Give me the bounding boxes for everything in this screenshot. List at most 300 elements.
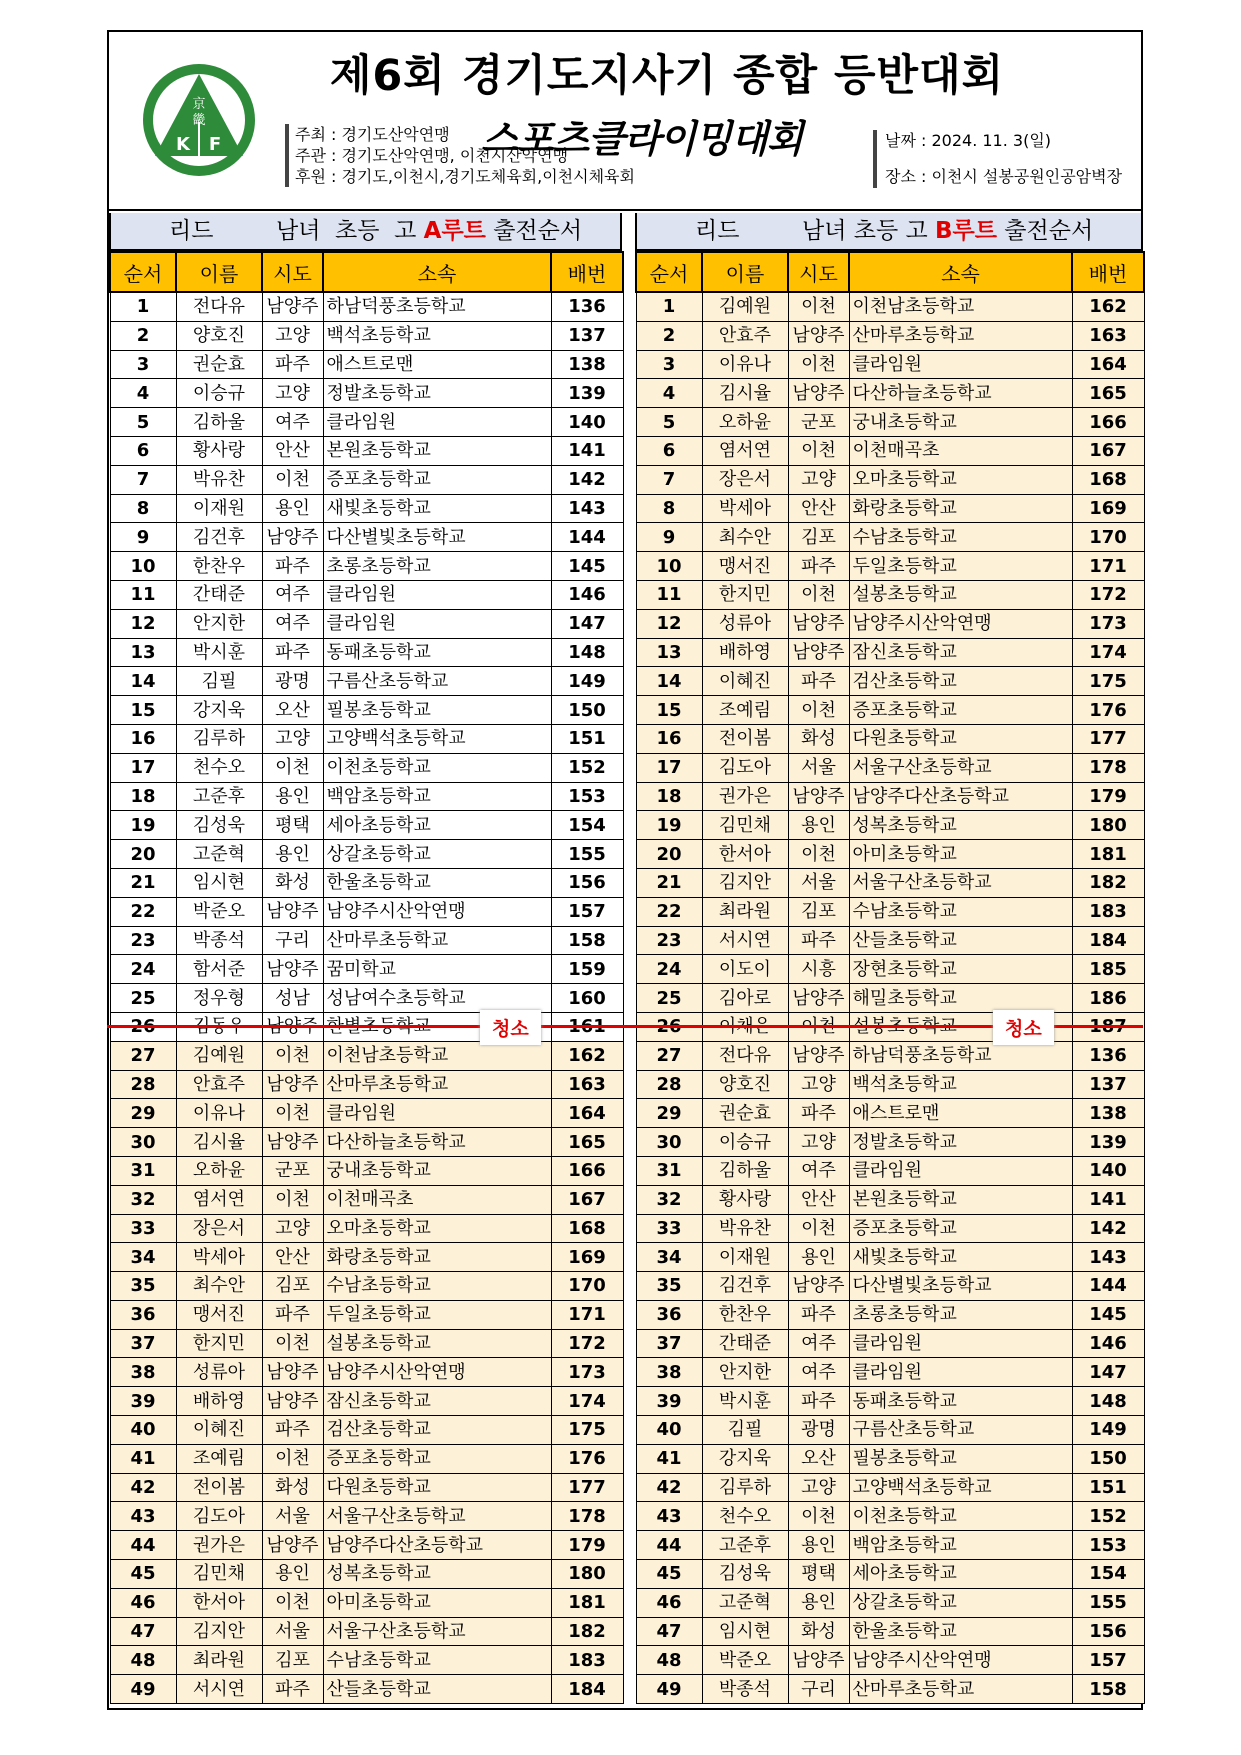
- organizer-line: 주관 : 경기도산악연맹, 이천시산악연맹: [295, 146, 569, 165]
- region-cell: 구리: [262, 926, 323, 955]
- table-row: [110, 1214, 623, 1243]
- bib-cell: 136: [551, 292, 623, 321]
- seq-cell: 43: [110, 1502, 176, 1531]
- bib-cell: 177: [1072, 724, 1144, 753]
- region-cell: 서울: [262, 1502, 323, 1531]
- bib-cell: 174: [551, 1387, 623, 1416]
- table-row: [110, 292, 623, 321]
- seq-cell: 32: [110, 1185, 176, 1214]
- bib-cell: 143: [1072, 1243, 1144, 1272]
- table-row: [110, 552, 623, 581]
- region-cell: 고양: [262, 1214, 323, 1243]
- table-row: [636, 465, 1144, 494]
- bib-cell: 146: [1072, 1329, 1144, 1358]
- logo-letter-k: K: [176, 134, 190, 155]
- bib-cell: 136: [1072, 1041, 1144, 1070]
- affiliation-cell: 구름산초등학교: [849, 1416, 1072, 1445]
- affiliation-cell: 잠신초등학교: [849, 638, 1072, 667]
- affiliation-cell: 새빛초등학교: [849, 1243, 1072, 1272]
- bib-cell: 163: [551, 1070, 623, 1099]
- region-cell: 남양주: [788, 1272, 849, 1301]
- name-cell: 정우형: [176, 984, 262, 1013]
- table-row: [110, 1185, 623, 1214]
- col-name: 이름: [702, 252, 788, 292]
- seq-cell: 47: [636, 1617, 702, 1646]
- region-cell: 이천: [262, 1329, 323, 1358]
- seq-cell: 35: [636, 1272, 702, 1301]
- name-cell: 안효주: [702, 321, 788, 350]
- name-cell: 고준후: [176, 782, 262, 811]
- table-row: [636, 1588, 1144, 1617]
- table-row: [110, 1416, 623, 1445]
- bib-cell: 137: [551, 321, 623, 350]
- affiliation-cell: 상갈초등학교: [323, 840, 551, 869]
- bib-cell: 180: [551, 1560, 623, 1589]
- affiliation-cell: 본원초등학교: [849, 1185, 1072, 1214]
- route-a-desc-pre: 남녀 초등 고: [276, 218, 424, 244]
- name-cell: 전이봄: [702, 724, 788, 753]
- table-row: [636, 523, 1144, 552]
- affiliation-cell: 화랑초등학교: [323, 1243, 551, 1272]
- seq-cell: 17: [110, 753, 176, 782]
- affiliation-cell: 이천남초등학교: [849, 292, 1072, 321]
- affiliation-cell: 클라임원: [849, 1156, 1072, 1185]
- table-row: [110, 408, 623, 437]
- bib-cell: 166: [551, 1156, 623, 1185]
- affiliation-cell: 성남여수초등학교: [323, 984, 551, 1013]
- bib-cell: 180: [1072, 811, 1144, 840]
- route-b-event: 리드: [695, 218, 740, 244]
- affiliation-cell: 이천초등학교: [323, 753, 551, 782]
- table-row: [636, 1156, 1144, 1185]
- table-row: [636, 1473, 1144, 1502]
- affiliation-cell: 남양주시산악연맹: [849, 609, 1072, 638]
- bib-cell: 167: [551, 1185, 623, 1214]
- region-cell: 고양: [262, 321, 323, 350]
- seq-cell: 13: [636, 638, 702, 667]
- table-row: [636, 1128, 1144, 1157]
- route-b-table: [635, 251, 1145, 1704]
- seq-cell: 44: [636, 1531, 702, 1560]
- seq-cell: 12: [636, 609, 702, 638]
- name-cell: 박종석: [176, 926, 262, 955]
- affiliation-cell: 남양주시산악연맹: [323, 1358, 551, 1387]
- name-cell: 간태준: [176, 580, 262, 609]
- bib-cell: 151: [1072, 1473, 1144, 1502]
- seq-cell: 33: [110, 1214, 176, 1243]
- bib-cell: 168: [1072, 465, 1144, 494]
- table-row: [110, 696, 623, 725]
- bib-cell: 163: [1072, 321, 1144, 350]
- seq-cell: 2: [110, 321, 176, 350]
- region-cell: 남양주: [788, 379, 849, 408]
- name-cell: 김민채: [702, 811, 788, 840]
- affiliation-cell: 이천남초등학교: [323, 1041, 551, 1070]
- name-cell: 전다유: [176, 292, 262, 321]
- region-cell: 이천: [262, 465, 323, 494]
- name-cell: 성류아: [702, 609, 788, 638]
- affiliation-cell: 클라임원: [849, 350, 1072, 379]
- name-cell: 박준오: [176, 897, 262, 926]
- name-cell: 박준오: [702, 1646, 788, 1675]
- seq-cell: 28: [636, 1070, 702, 1099]
- seq-cell: 21: [110, 868, 176, 897]
- name-cell: 김건후: [176, 523, 262, 552]
- table-row: [110, 1041, 623, 1070]
- affiliation-cell: 성복초등학교: [849, 811, 1072, 840]
- region-cell: 화성: [788, 724, 849, 753]
- table-row: [110, 926, 623, 955]
- affiliation-cell: 동패초등학교: [849, 1387, 1072, 1416]
- bib-cell: 144: [1072, 1272, 1144, 1301]
- region-cell: 용인: [262, 494, 323, 523]
- table-row: [636, 1214, 1144, 1243]
- affiliation-cell: 클라임원: [323, 408, 551, 437]
- region-cell: 파주: [262, 1416, 323, 1445]
- bib-cell: 139: [1072, 1128, 1144, 1157]
- seq-cell: 10: [636, 552, 702, 581]
- seq-cell: 16: [636, 724, 702, 753]
- name-cell: 전이봄: [176, 1473, 262, 1502]
- name-cell: 이승규: [702, 1128, 788, 1157]
- name-cell: 배하영: [702, 638, 788, 667]
- affiliation-cell: 궁내초등학교: [323, 1156, 551, 1185]
- seq-cell: 19: [636, 811, 702, 840]
- affiliation-cell: 고양백석초등학교: [323, 724, 551, 753]
- route-b-panel: [635, 213, 1143, 1704]
- affiliation-cell: 클라임원: [849, 1358, 1072, 1387]
- seq-cell: 49: [636, 1675, 702, 1704]
- name-cell: 맹서진: [702, 552, 788, 581]
- name-cell: 이승규: [176, 379, 262, 408]
- host-line: 주최 : 경기도산악연맹: [295, 125, 450, 144]
- table-row: [110, 955, 623, 984]
- seq-cell: 16: [110, 724, 176, 753]
- seq-cell: 15: [110, 696, 176, 725]
- affiliation-cell: 산마루초등학교: [849, 321, 1072, 350]
- cleaning-divider-line: [107, 1025, 1143, 1028]
- affiliation-cell: 수남초등학교: [849, 897, 1072, 926]
- seq-cell: 9: [636, 523, 702, 552]
- region-cell: 평택: [262, 811, 323, 840]
- name-cell: 김지안: [702, 868, 788, 897]
- affiliation-cell: 증포초등학교: [849, 696, 1072, 725]
- seq-cell: 44: [110, 1531, 176, 1560]
- affiliation-cell: 꿈미학교: [323, 955, 551, 984]
- bib-cell: 139: [551, 379, 623, 408]
- name-cell: 김성욱: [176, 811, 262, 840]
- name-cell: 황사랑: [702, 1185, 788, 1214]
- bib-cell: 154: [551, 811, 623, 840]
- bib-cell: 154: [1072, 1560, 1144, 1589]
- region-cell: 남양주: [262, 1531, 323, 1560]
- table-row: [110, 436, 623, 465]
- region-cell: 남양주: [262, 897, 323, 926]
- bib-cell: 177: [551, 1473, 623, 1502]
- affiliation-cell: 수남초등학교: [323, 1646, 551, 1675]
- region-cell: 김포: [262, 1646, 323, 1675]
- table-row: [110, 1588, 623, 1617]
- table-row: [110, 1243, 623, 1272]
- affiliation-cell: 애스트로맨: [323, 350, 551, 379]
- name-cell: 권가은: [702, 782, 788, 811]
- name-cell: 이혜진: [702, 667, 788, 696]
- name-cell: 장은서: [176, 1214, 262, 1243]
- table-row: [110, 1473, 623, 1502]
- bib-cell: 152: [1072, 1502, 1144, 1531]
- seq-cell: 15: [636, 696, 702, 725]
- region-cell: 고양: [788, 465, 849, 494]
- col-bib: 배번: [1072, 252, 1144, 292]
- table-row: [636, 1358, 1144, 1387]
- table-header-row: [636, 252, 1144, 292]
- table-row: [636, 1675, 1144, 1704]
- bib-cell: 145: [551, 552, 623, 581]
- name-cell: 김하울: [176, 408, 262, 437]
- region-cell: 이천: [262, 1444, 323, 1473]
- region-cell: 구리: [788, 1675, 849, 1704]
- name-cell: 김필: [176, 667, 262, 696]
- affiliation-cell: 화랑초등학교: [849, 494, 1072, 523]
- name-cell: 이재원: [702, 1243, 788, 1272]
- bib-cell: 173: [1072, 609, 1144, 638]
- name-cell: 오하윤: [176, 1156, 262, 1185]
- bib-cell: 176: [551, 1444, 623, 1473]
- table-row: [636, 638, 1144, 667]
- region-cell: 고양: [262, 724, 323, 753]
- affiliation-cell: 궁내초등학교: [849, 408, 1072, 437]
- name-cell: 함서준: [176, 955, 262, 984]
- name-cell: 박세아: [176, 1243, 262, 1272]
- table-row: [636, 840, 1144, 869]
- name-cell: 천수오: [702, 1502, 788, 1531]
- region-cell: 용인: [262, 782, 323, 811]
- bib-cell: 186: [1072, 984, 1144, 1013]
- event-subtitle: 스포츠클라이밍대회: [481, 117, 803, 161]
- region-cell: 여주: [262, 408, 323, 437]
- table-row: [110, 1300, 623, 1329]
- name-cell: 최라원: [176, 1646, 262, 1675]
- seq-cell: 14: [110, 667, 176, 696]
- name-cell: 맹서진: [176, 1300, 262, 1329]
- table-row: [110, 868, 623, 897]
- seq-cell: 38: [636, 1358, 702, 1387]
- bib-cell: 185: [1072, 955, 1144, 984]
- route-a-table: [109, 251, 624, 1704]
- table-row: [636, 926, 1144, 955]
- region-cell: 고양: [788, 1070, 849, 1099]
- affiliation-cell: 다원초등학교: [849, 724, 1072, 753]
- seq-cell: 20: [636, 840, 702, 869]
- affiliation-cell: 필봉초등학교: [849, 1444, 1072, 1473]
- table-row: [636, 955, 1144, 984]
- sponsor-line: 후원 : 경기도,이천시,경기도체육회,이천시체육회: [295, 167, 635, 186]
- region-cell: 이천: [788, 436, 849, 465]
- name-cell: 박시훈: [176, 638, 262, 667]
- region-cell: 남양주: [788, 984, 849, 1013]
- bib-cell: 182: [1072, 868, 1144, 897]
- seq-cell: 32: [636, 1185, 702, 1214]
- name-cell: 김하울: [702, 1156, 788, 1185]
- affiliation-cell: 다원초등학교: [323, 1473, 551, 1502]
- table-row: [636, 1041, 1144, 1070]
- affiliation-cell: 이천매곡초: [323, 1185, 551, 1214]
- seq-cell: 33: [636, 1214, 702, 1243]
- table-header-row: [110, 252, 623, 292]
- name-cell: 이유나: [702, 350, 788, 379]
- name-cell: 전다유: [702, 1041, 788, 1070]
- table-row: [636, 321, 1144, 350]
- affiliation-cell: 검산초등학교: [323, 1416, 551, 1445]
- logo-letter-f: F: [208, 134, 222, 155]
- region-cell: 화성: [262, 868, 323, 897]
- route-a-event: 리드: [169, 218, 214, 244]
- name-cell: 간태준: [702, 1329, 788, 1358]
- affiliation-cell: 상갈초등학교: [849, 1588, 1072, 1617]
- name-cell: 양호진: [176, 321, 262, 350]
- bib-cell: 171: [551, 1300, 623, 1329]
- seq-cell: 12: [110, 609, 176, 638]
- name-cell: 고준후: [702, 1531, 788, 1560]
- seq-cell: 34: [636, 1243, 702, 1272]
- region-cell: 남양주: [788, 782, 849, 811]
- name-cell: 임시현: [702, 1617, 788, 1646]
- table-row: [636, 811, 1144, 840]
- region-cell: 안산: [788, 494, 849, 523]
- name-cell: 강지욱: [702, 1444, 788, 1473]
- affiliation-cell: 오마초등학교: [323, 1214, 551, 1243]
- table-row: [110, 1502, 623, 1531]
- affiliation-cell: 수남초등학교: [323, 1272, 551, 1301]
- name-cell: 안효주: [176, 1070, 262, 1099]
- col-region: 시도: [788, 252, 849, 292]
- region-cell: 여주: [788, 1156, 849, 1185]
- bib-cell: 155: [551, 840, 623, 869]
- seq-cell: 34: [110, 1243, 176, 1272]
- bib-cell: 147: [551, 609, 623, 638]
- table-row: [636, 1560, 1144, 1589]
- route-b-cleaning-note: 청소: [993, 1010, 1054, 1045]
- name-cell: 김도아: [702, 753, 788, 782]
- affiliation-cell: 해밀초등학교: [849, 984, 1072, 1013]
- seq-cell: 11: [636, 580, 702, 609]
- seq-cell: 40: [636, 1416, 702, 1445]
- bib-cell: 150: [551, 696, 623, 725]
- seq-cell: 30: [636, 1128, 702, 1157]
- route-b-label: B루트: [935, 218, 997, 244]
- bib-cell: 178: [1072, 753, 1144, 782]
- table-row: [636, 1444, 1144, 1473]
- name-cell: 최수안: [176, 1272, 262, 1301]
- region-cell: 고양: [262, 379, 323, 408]
- seq-cell: 4: [110, 379, 176, 408]
- seq-cell: 23: [110, 926, 176, 955]
- affiliation-cell: 남양주시산악연맹: [323, 897, 551, 926]
- affiliation-cell: 산마루초등학교: [323, 1070, 551, 1099]
- name-cell: 성류아: [176, 1358, 262, 1387]
- date-venue-info: [873, 130, 1122, 188]
- name-cell: 권순효: [176, 350, 262, 379]
- seq-cell: 21: [636, 868, 702, 897]
- seq-cell: 38: [110, 1358, 176, 1387]
- region-cell: 안산: [262, 1243, 323, 1272]
- seq-cell: 25: [636, 984, 702, 1013]
- region-cell: 오산: [262, 696, 323, 725]
- bib-cell: 142: [1072, 1214, 1144, 1243]
- route-b-desc-pre: 남녀 초등 고: [802, 218, 936, 244]
- name-cell: 박유찬: [702, 1214, 788, 1243]
- name-cell: 박시훈: [702, 1387, 788, 1416]
- bib-cell: 178: [551, 1502, 623, 1531]
- route-b-title: [635, 213, 1143, 251]
- bib-cell: 159: [551, 955, 623, 984]
- bib-cell: 151: [551, 724, 623, 753]
- seq-cell: 37: [110, 1329, 176, 1358]
- bib-cell: 169: [1072, 494, 1144, 523]
- seq-cell: 41: [110, 1444, 176, 1473]
- name-cell: 한서아: [176, 1588, 262, 1617]
- table-row: [636, 1272, 1144, 1301]
- table-row: [110, 897, 623, 926]
- table-row: [636, 782, 1144, 811]
- bib-cell: 162: [551, 1041, 623, 1070]
- table-row: [110, 1156, 623, 1185]
- table-row: [636, 1387, 1144, 1416]
- route-a-desc: [276, 213, 582, 249]
- table-row: [636, 984, 1144, 1013]
- date-line: 날짜 : 2024. 11. 3(일): [885, 131, 1052, 150]
- region-cell: 남양주: [262, 523, 323, 552]
- region-cell: 화성: [788, 1617, 849, 1646]
- region-cell: 이천: [262, 1041, 323, 1070]
- bib-cell: 141: [1072, 1185, 1144, 1214]
- start-order-sheet: [107, 30, 1143, 1710]
- region-cell: 남양주: [788, 609, 849, 638]
- region-cell: 서울: [262, 1617, 323, 1646]
- affiliation-cell: 설봉초등학교: [323, 1329, 551, 1358]
- name-cell: 박유찬: [176, 465, 262, 494]
- name-cell: 권가은: [176, 1531, 262, 1560]
- affiliation-cell: 클라임원: [323, 1099, 551, 1128]
- seq-cell: 8: [636, 494, 702, 523]
- name-cell: 황사랑: [176, 436, 262, 465]
- region-cell: 오산: [788, 1444, 849, 1473]
- affiliation-cell: 한울초등학교: [849, 1617, 1072, 1646]
- seq-cell: 20: [110, 840, 176, 869]
- bib-cell: 149: [1072, 1416, 1144, 1445]
- affiliation-cell: 하남덕풍초등학교: [849, 1041, 1072, 1070]
- bib-cell: 162: [1072, 292, 1144, 321]
- name-cell: 김루하: [176, 724, 262, 753]
- seq-cell: 24: [110, 955, 176, 984]
- bib-cell: 181: [551, 1588, 623, 1617]
- region-cell: 남양주: [262, 292, 323, 321]
- bib-cell: 142: [551, 465, 623, 494]
- table-row: [636, 408, 1144, 437]
- affiliation-cell: 정발초등학교: [849, 1128, 1072, 1157]
- seq-cell: 29: [110, 1099, 176, 1128]
- name-cell: 김건후: [702, 1272, 788, 1301]
- affiliation-cell: 서울구산초등학교: [323, 1502, 551, 1531]
- name-cell: 한지민: [702, 580, 788, 609]
- table-row: [636, 1329, 1144, 1358]
- table-row: [110, 321, 623, 350]
- affiliation-cell: 장현초등학교: [849, 955, 1072, 984]
- table-row: [110, 638, 623, 667]
- name-cell: 한찬우: [176, 552, 262, 581]
- region-cell: 파주: [262, 552, 323, 581]
- seq-cell: 31: [636, 1156, 702, 1185]
